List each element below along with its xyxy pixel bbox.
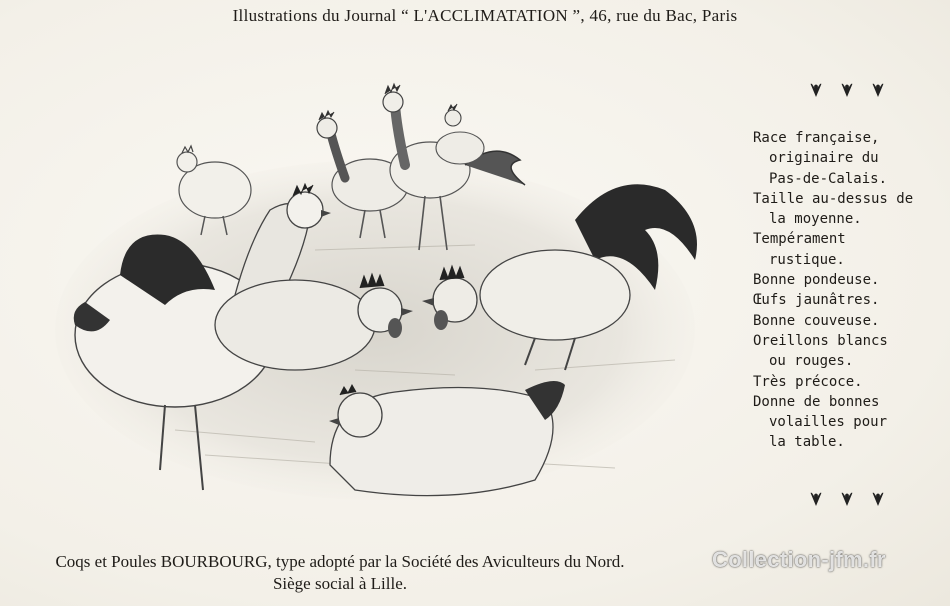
fleuron-icon xyxy=(870,82,886,98)
header-text: Illustrations du Journal “ L'ACCLIMATATION ”, 46, rue du Bac, Paris xyxy=(232,6,738,25)
hen-sitting-icon xyxy=(329,381,565,496)
fleuron-icon xyxy=(839,491,855,507)
description-line: la moyenne. xyxy=(769,211,862,228)
caption-line-2: Siège social à Lille. xyxy=(272,574,408,593)
description-line: originaire du xyxy=(769,150,879,167)
description-line: Taille au-dessus de xyxy=(753,190,914,207)
description-line: Tempérament xyxy=(753,231,846,248)
description-line: Bonne couveuse. xyxy=(753,312,880,329)
top-ornaments xyxy=(808,82,886,98)
description-line: Œufs jaunâtres. xyxy=(753,292,880,309)
description-line: Race française, xyxy=(753,130,880,146)
description-line: Donne de bonnes xyxy=(753,393,880,410)
description-line: Pas-de-Calais. xyxy=(769,170,888,187)
watermark: Collection-jfm.fr xyxy=(712,547,886,572)
poultry-illustration xyxy=(55,70,725,520)
fleuron-icon xyxy=(839,82,855,98)
description-line: Très précoce. xyxy=(753,373,863,390)
description-line: volailles pour xyxy=(769,414,888,431)
description-line: Oreillons blancs xyxy=(753,332,888,349)
fleuron-icon xyxy=(808,82,824,98)
caption xyxy=(0,551,680,595)
bottom-ornaments xyxy=(808,491,886,507)
description-line: ou rouges. xyxy=(769,353,854,370)
description-line: la table. xyxy=(769,434,845,451)
fleuron-icon xyxy=(808,491,824,507)
breed-description xyxy=(753,128,933,453)
description-line: rustique. xyxy=(769,251,845,268)
description-line: Bonne pondeuse. xyxy=(753,272,880,289)
hen-back-right-icon xyxy=(436,104,484,164)
caption-line-1: Coqs et Poules BOURBOURG, type adopté par la Société des Aviculteurs du Nord. xyxy=(55,552,625,571)
fleuron-icon xyxy=(870,491,886,507)
